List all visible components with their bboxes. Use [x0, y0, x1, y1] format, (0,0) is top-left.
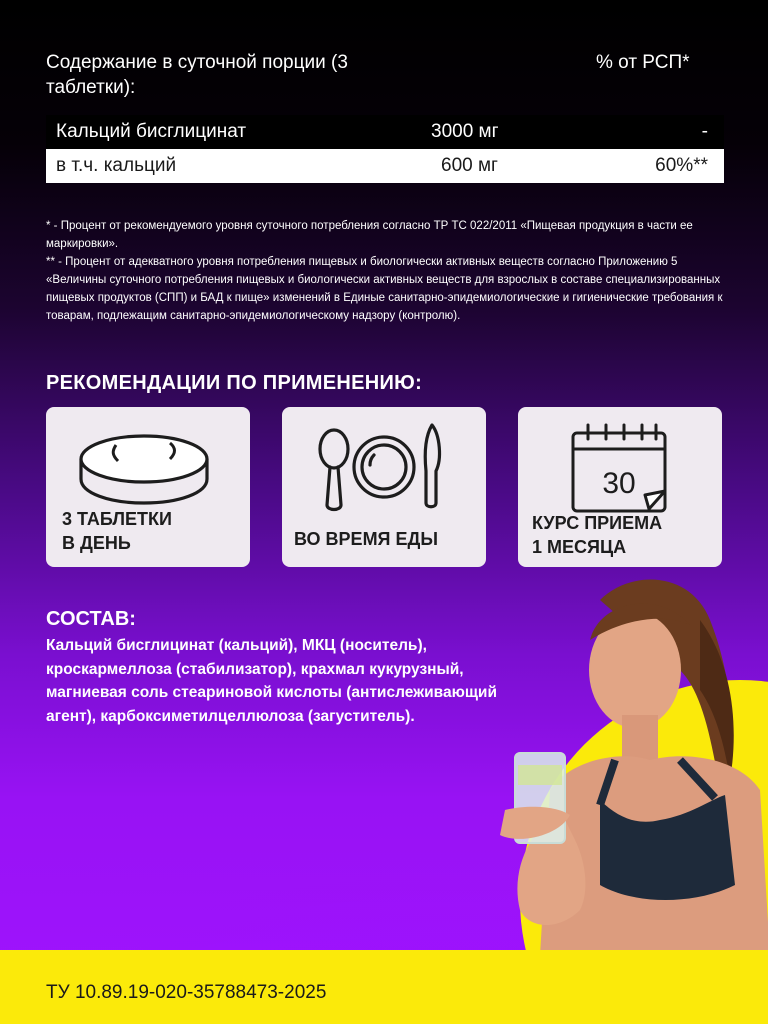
nutrient-amount: 3000 мг — [431, 121, 499, 142]
composition-text: Кальций бисглицинат (кальций), МКЦ (носитель), кроскармеллоза (стабилизатор), крахмал кукурузный, магниевая соль стеариновой кислоты (антислеживающий агент), карбоксиметилцеллюлоза (загуститель). — [46, 637, 497, 725]
recommendations-title: РЕКОМЕНДАЦИИ ПО ПРИМЕНЕНИЮ: — [46, 372, 423, 394]
card-label: ВО ВРЕМЯ ЕДЫ — [294, 529, 438, 549]
footer-bar — [0, 950, 768, 1024]
rsp-header: % от РСП* — [596, 52, 690, 73]
calendar-icon — [518, 421, 722, 513]
composition-title: СОСТАВ: — [46, 608, 136, 630]
woman-with-glass-image — [450, 560, 768, 955]
nutrient-name: Кальций бисглицинат — [56, 121, 247, 142]
card-three-tablets — [46, 407, 250, 567]
portion-heading: Содержание в суточной порции (3 таблетки): — [46, 52, 348, 98]
nutrition-row — [46, 149, 724, 183]
tablet-icon — [46, 421, 250, 513]
card-label: 3 ТАБЛЕТКИ В ДЕНЬ — [62, 509, 172, 553]
nutrition-row — [46, 115, 724, 149]
tu-number: ТУ 10.89.19-020-35788473-2025 — [46, 982, 327, 1003]
nutrient-percent: - — [701, 121, 708, 142]
calendar-number: 30 — [602, 467, 636, 500]
card-course — [518, 407, 722, 567]
nutrient-percent: 60%** — [655, 155, 708, 176]
card-with-meals — [282, 407, 486, 567]
nutrient-amount: 600 мг — [441, 155, 498, 176]
card-label: КУРС ПРИЕМА 1 МЕСЯЦА — [532, 513, 663, 557]
cutlery-icon — [282, 421, 486, 513]
footnote-1: * - Процент от рекомендуемого уровня суточного потребления согласно ТР ТС 022/2011 «Пищевая продукция в части ее маркировки». — [46, 220, 693, 250]
nutrient-name: в т.ч. кальций — [56, 155, 177, 176]
footnotes — [46, 217, 726, 325]
footnote-2: ** - Процент от адекватного уровня потребления пищевых и биологически активных веществ согласно Приложению 5 «Величины суточного потребления пищевых и биологически активных веществ для взрослых в составе специализированных пищевых продуктов (СПП) и БАД к пище» изменений в Единые санитарно-эпидемиологические и гигиенические требования к товарам, подлежащим санитарно-эпидемиологическому надзору (контролю). — [46, 256, 723, 322]
